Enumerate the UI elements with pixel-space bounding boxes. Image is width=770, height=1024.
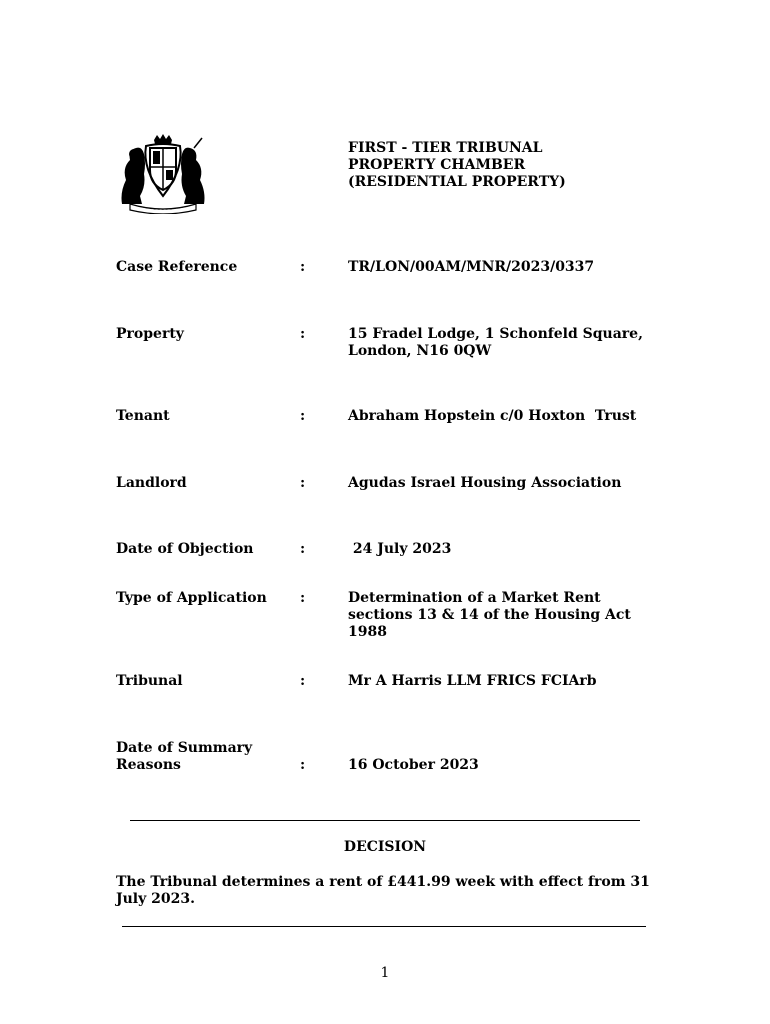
tribunal-member-value: Mr A Harris LLM FRICS FCIArb <box>348 673 597 689</box>
divider-line <box>130 820 640 821</box>
landlord-value: Agudas Israel Housing Association <box>348 475 622 491</box>
property-value: 15 Fradel Lodge, 1 Schonfeld Square, London, N16 0QW <box>348 326 643 359</box>
tribunal-member-label: Tribunal <box>116 673 183 689</box>
tribunal-member-colon: : <box>300 673 306 689</box>
date-of-objection-label: Date of Objection <box>116 541 254 557</box>
type-of-application-label: Type of Application <box>116 590 267 606</box>
case-reference-label: Case Reference <box>116 259 238 275</box>
tribunal-title-line: (RESIDENTIAL PROPERTY) <box>348 174 566 190</box>
date-of-summary-reasons-label: Date of Summary Reasons <box>116 740 253 773</box>
property-colon: : <box>300 326 306 342</box>
tribunal-title <box>348 140 566 191</box>
case-reference-colon: : <box>300 259 306 275</box>
date-of-summary-reasons-colon: : <box>300 757 306 773</box>
tribunal-title-line: PROPERTY CHAMBER <box>348 157 526 173</box>
decision-heading: DECISION <box>343 839 427 855</box>
date-of-objection-colon: : <box>300 541 306 557</box>
date-of-objection-value: 24 July 2023 <box>348 541 452 557</box>
tribunal-title-line: FIRST - TIER TRIBUNAL <box>348 140 543 156</box>
divider-line <box>122 926 646 927</box>
page-number: 1 <box>380 965 390 981</box>
case-reference-value: TR/LON/00AM/MNR/2023/0337 <box>348 259 595 275</box>
tenant-label: Tenant <box>116 408 170 424</box>
landlord-colon: : <box>300 475 306 491</box>
date-of-summary-reasons-value: 16 October 2023 <box>348 757 479 773</box>
tenant-value: Abraham Hopstein c/0 Hoxton Trust <box>348 408 637 424</box>
decision-text: The Tribunal determines a rent of £441.99 week with effect from 31 July 2023. <box>116 874 650 907</box>
type-of-application-colon: : <box>300 590 306 606</box>
property-label: Property <box>116 326 184 342</box>
royal-coat-of-arms-icon <box>116 134 210 214</box>
type-of-application-value: Determination of a Market Rent sections 13 & 14 of the Housing Act 1988 <box>348 590 631 640</box>
landlord-label: Landlord <box>116 475 187 491</box>
tenant-colon: : <box>300 408 306 424</box>
